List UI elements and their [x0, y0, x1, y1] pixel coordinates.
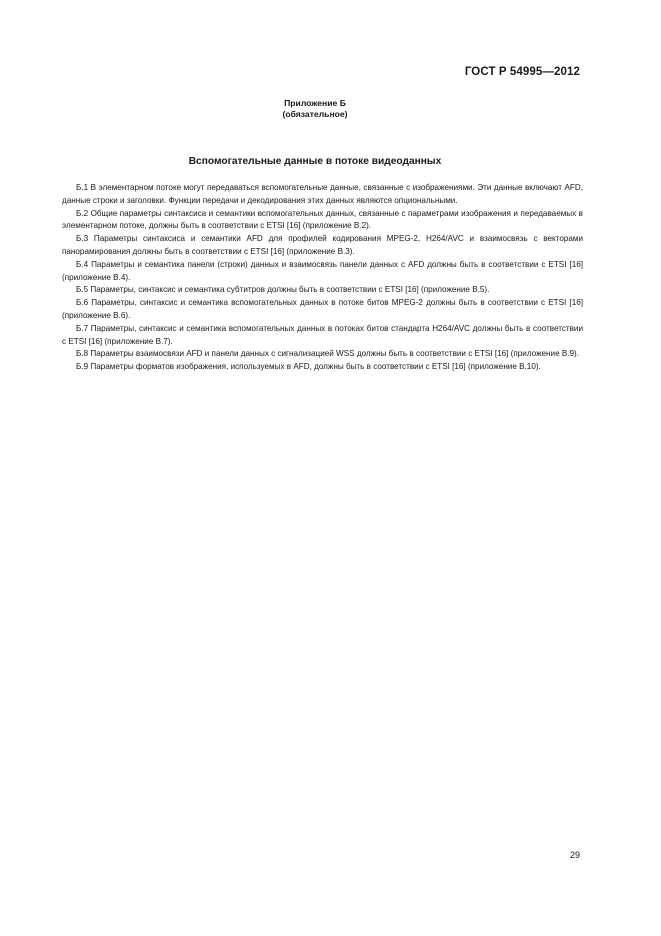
- paragraph-b4: Б.4 Параметры и семантика панели (строки) данных и взаимосвязь панели данных с AFD должны быть в соответствии с ETSI [16] (приложение В.4).: [62, 259, 583, 282]
- body-text: [62, 182, 583, 374]
- paragraph-b6: Б.6 Параметры, синтаксис и семантика вспомогательных данных в потоке битов MPEG-2 должны быть в соответствии с ETSI [16] (приложение В.6).: [62, 298, 583, 320]
- appendix-title: Приложение Б: [284, 98, 346, 108]
- page-number: 29: [569, 850, 580, 860]
- paragraph-b1: Б.1 В элементарном потоке могут передаваться вспомогательные данные, связанные с изображениями. Эти данные включают AFD, данные строки и заголовки. Функции передачи и декодирования этих данных являются опциональными.: [62, 183, 583, 205]
- standard-code: ГОСТ Р 54995—2012: [464, 66, 580, 78]
- paragraph-b2: Б.2 Общие параметры синтаксиса и семантики вспомогательных данных, связанные с параметрами изображения и передаваемых в элементарном потоке, должны быть в соответствии с ETSI [16] (приложение В.2).: [62, 208, 583, 231]
- paragraph-b3: Б.3 Параметры синтаксиса и семантики AFD для профилей кодирования MPEG-2, H264/AVC и взаимосвязь с векторами панорамирования должны быть в соответствии с ETSI [16] (приложение В.3).: [62, 234, 583, 256]
- appendix-status: (обязательное): [282, 109, 348, 119]
- appendix-heading: [0, 98, 630, 120]
- paragraph-b5: Б.5 Параметры, синтаксис и семантика субтитров должны быть в соответствии с ETSI [16] (приложение В.5).: [76, 285, 490, 295]
- paragraph-b9: Б.9 Параметры форматов изображения, используемых в AFD, должны быть в соответствии с ETSI [16] (приложение В.10).: [76, 362, 541, 372]
- paragraph-b7: Б.7 Параметры, синтаксис и семантика вспомогательных данных в потоках битов стандарта H264/AVC должны быть в соответствии с ETSI [16] (приложение В.7).: [62, 323, 583, 346]
- paragraph-b8: Б.8 Параметры взаимосвязи AFD и панели данных с сигнализацией WSS должны быть в соответствии с ETSI [16] (приложение В.9).: [76, 349, 580, 359]
- section-title: Вспомогательные данные в потоке видеоданных: [188, 156, 442, 167]
